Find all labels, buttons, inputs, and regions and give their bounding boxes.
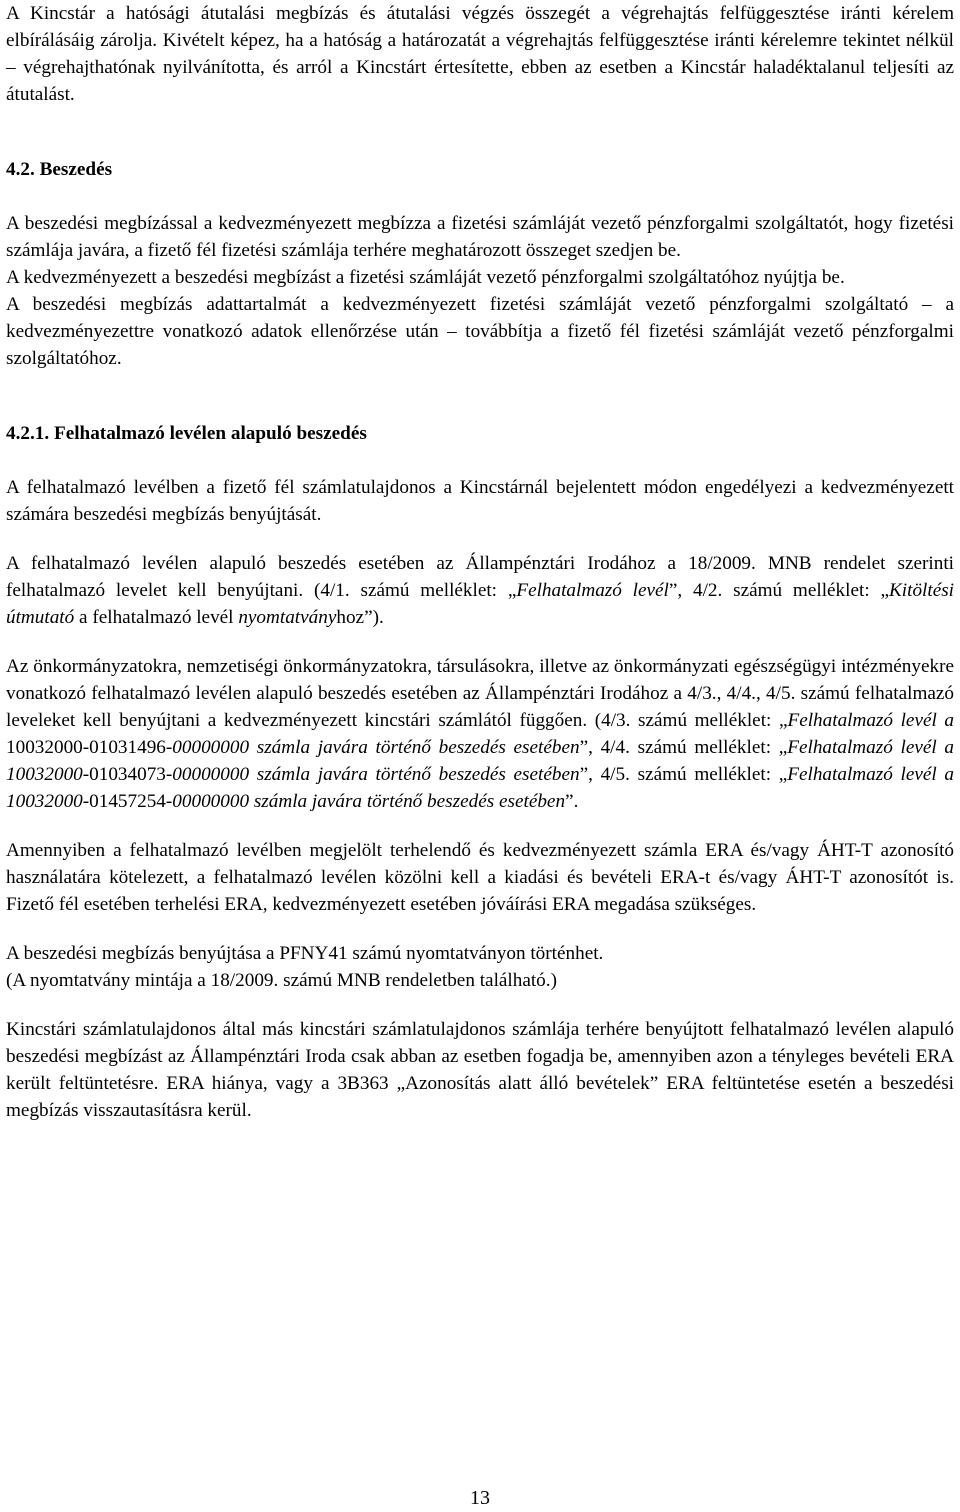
paragraph-collection-definition: A beszedési megbízással a kedvezményezett megbízza a fizetési számláját vezető pénzforgalmi szolgáltatót, hogy fizetési számlája javára, a fizető fél fizetési számlája terhére meghatározott összeget szedjen be. (6, 213, 954, 261)
page-number: 13 (470, 1487, 490, 1509)
paragraph-collection-forwarding: A beszedési megbízás adattartalmát a kedvezményezett fizetési számláját vezető pénzforgalmi szolgáltató – a kedvezményezettre vonatkozó adatok ellenőrzése után – továbbítja a fizető fél fizetési számláját vezető pénzforgalmi szolgáltatóhoz. (6, 294, 954, 369)
paragraph-authorization-letter: A felhatalmazó levélben a fizető fél számlatulajdonos a Kincstárnál bejelentett módon engedélyezi a kedvezményezett számára beszedési megbízás benyújtását. (6, 477, 954, 525)
paragraph-transfer-freeze: A Kincstár a hatósági átutalási megbízás és átutalási végzés összegét a végrehajtás felfüggesztése iránti kérelem elbírálásáig zárolja. Kivételt képez, ha a hatóság a határozatát a végrehajtás felfüggesztése iránti kérelemre tekintet nélkül – végrehajthatónak nyilvánította, és arról a Kincstárt értesítette, ebben az esetben a Kincstár haladéktalanul teljesíti az átutalást. (6, 3, 954, 105)
paragraph-collection-submission: A kedvezményezett a beszedési megbízást a fizetési számláját vezető pénzforgalmi szolgáltatóhoz nyújtja be. (6, 267, 845, 288)
section-heading-4-2-1: 4.2.1. Felhatalmazó levélen alapuló beszedés (6, 423, 367, 444)
paragraph-era-requirement: Amennyiben a felhatalmazó levélben megjelölt terhelendő és kedvezményezett számla ERA és/vagy ÁHT-T azonosító használatára kötelezett, a felhatalmazó levélen közölni kell a kiadási és bevételi ERA-t és/vagy ÁHT-T azonosítót is. Fizető fél esetében terhelési ERA, kedvezményezett esetében jóváírási ERA megadása szükséges. (6, 840, 954, 915)
paragraph-treasury-acceptance: Kincstári számlatulajdonos által más kincstári számlatulajdonos számlája terhére benyújtott felhatalmazó levélen alapuló beszedési megbízást az Állampénztári Iroda csak abban az esetben fogadja be, amennyiben azon a tényleges bevételi ERA került feltüntetésre. ERA hiánya, vagy a 3B363 „Azonosítás alatt álló bevételek” ERA feltüntetése esetén a beszedési megbízás visszautasításra kerül. (6, 1019, 954, 1121)
paragraph-form-template: (A nyomtatvány mintája a 18/2009. számú MNB rendeletben található.) (6, 970, 557, 991)
paragraph-authorization-submission: A felhatalmazó levélen alapuló beszedés esetében az Állampénztári Irodához a 18/2009. MNB rendelet szerinti felhatalmazó levelet kell benyújtani. (4/1. számú melléklet: „Felhatalmazó levél”, 4/2. számú melléklet: „Kitöltési útmutató a felhatalmazó levél nyomtatványhoz”). (6, 553, 955, 628)
paragraph-form-pfny41: A beszedési megbízás benyújtása a PFNY41 számú nyomtatványon történhet. (6, 943, 604, 964)
paragraph-municipal-authorization: Az önkormányzatokra, nemzetiségi önkormányzatokra, társulásokra, illetve az önkormányzati egészségügyi intézményekre vonatkozó felhatalmazó levélen alapuló beszedés esetében az Állampénztári Irodához a 4/3., 4/4., 4/5. számú felhatalmazó leveleket kell benyújtani a kedvezményezett kincstári számlától függően. (4/3. számú melléklet: „Felhatalmazó levél a 10032000-01031496-00000000 számla javára történő beszedés esetében”, 4/4. számú melléklet: „Felhatalmazó levél a 10032000-01034073-00000000 számla javára történő beszedés esetében”, 4/5. számú melléklet: „Felhatalmazó levél a 10032000-01457254-00000000 számla javára történő beszedés esetében”. (6, 656, 955, 812)
section-heading-4-2: 4.2. Beszedés (6, 159, 113, 180)
